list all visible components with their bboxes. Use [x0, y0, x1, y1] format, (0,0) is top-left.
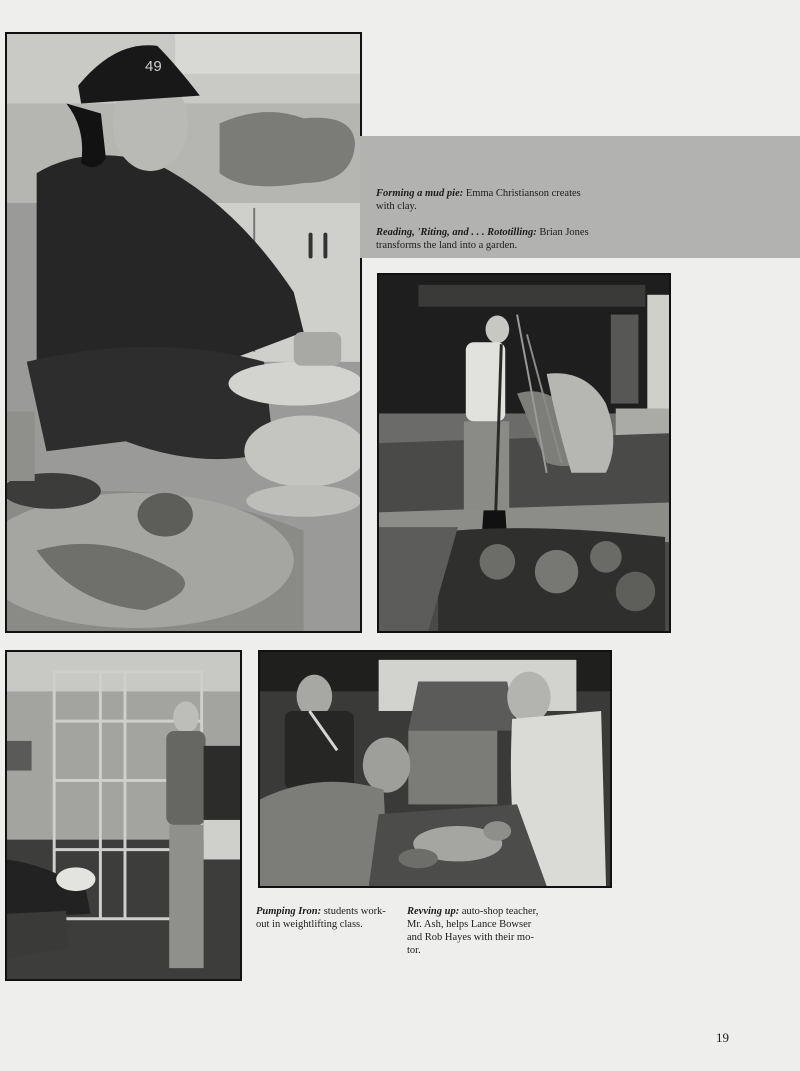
page-number: 19 [716, 1030, 729, 1045]
photo-autoshop [258, 650, 612, 888]
caption-autoshop-lead: Revving up: [407, 906, 460, 917]
caption-autoshop-text: auto-shop teacher, Mr. Ash, helps Lance Bowser and Rob Hayes with their mo-tor. [407, 906, 539, 956]
caption-autoshop [407, 905, 542, 957]
caption-pottery [376, 187, 591, 213]
caption-pottery-lead: Forming a mud pie: [376, 188, 464, 199]
caption-garden-lead: Reading, 'Riting, and . . . Rototilling: [376, 227, 537, 238]
caption-weights [256, 905, 391, 931]
cap-logo-text: 49 [145, 58, 162, 75]
caption-pottery-text: Emma Christianson creates with clay. [376, 188, 581, 212]
caption-weights-lead: Pumping Iron: [256, 906, 322, 917]
caption-garden-text: Brian Jones transforms the land into a garden. [376, 227, 589, 251]
photo-garden [377, 273, 671, 633]
caption-garden [376, 226, 591, 252]
photo-weightlifting [5, 650, 242, 981]
caption-weights-text: students work-out in weightlifting class. [256, 906, 386, 930]
photo-pottery [5, 32, 362, 633]
